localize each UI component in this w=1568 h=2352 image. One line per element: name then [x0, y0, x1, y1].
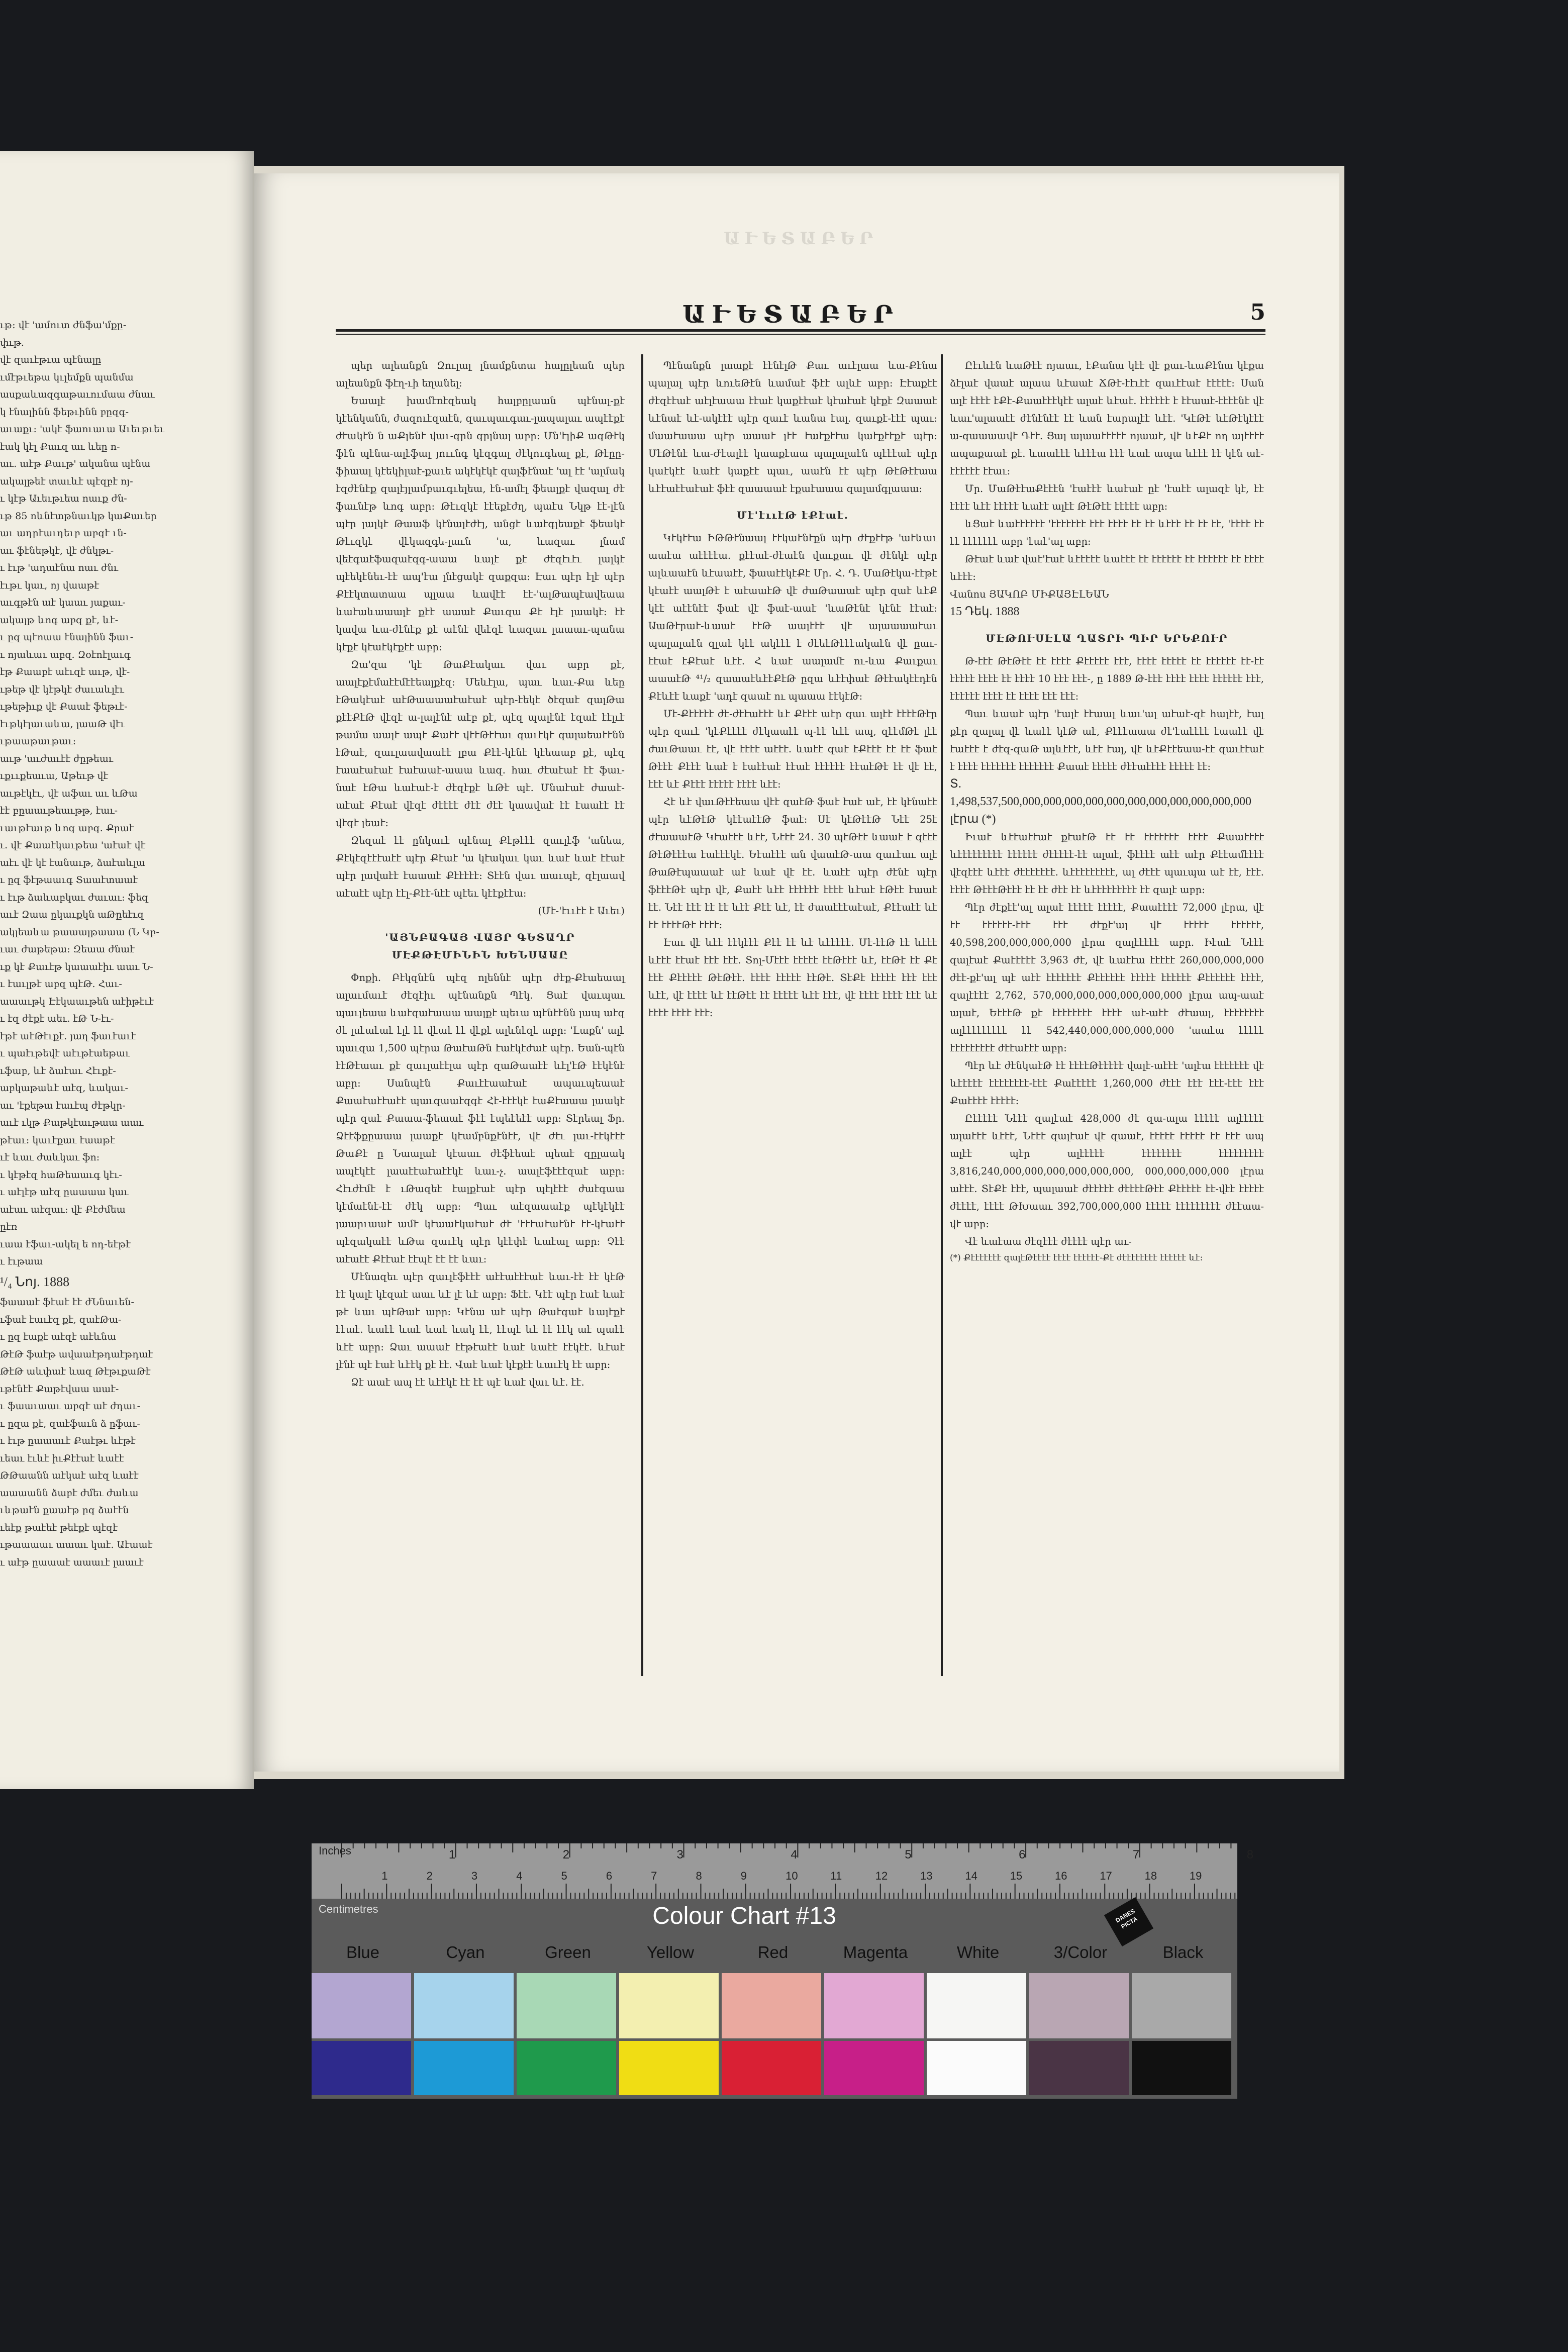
left-page-line: ւ ոյաևաւ աբզ. Զօէոէլաւգ [0, 649, 131, 660]
swatch-labels [312, 1943, 1237, 1963]
colour-chart [312, 1843, 1254, 2099]
swatch-tint [722, 1973, 821, 2038]
paragraph: Պէր ժէքէէ'ալ ալաէ էէէէէ էէէէէ, Քաաէէէէ 72,000 լէրա, վէ էէ էէէէէէ-էէէ էէէ ժէքէ'ալ վէ էէէէէ էէէէէէ, 40,598,200,000,000,000 լէրա զալէէէէէ աբր. Իէաէ Նէէէ զալէաէ Քաէէէէէ 3,963 ժէ, վէ ևաէէա էէէէէ 260,000,000,000 ժէէ-քէ'ալ պէ աէէ էէէէէէէ Քէէէէէէ էէէէէ էէէէէէ Քէէէէէէ էէէէ, զալէէէէ 2,762, 570,000,000,000,000,000,000 լէրա ապ-աաէ ալաէ, ԵէէէԹ քէ էէէէէէէէ էէէէ աէ-աէէ ժէաալ, էէէէէէէէ ալէէէէէէէէէ էէ 542,440,000,000,000,000 'աաէա էէէէէ էէէէէէէէէ ժէէաէէէ աբր: [950, 902, 1264, 1054]
left-page-line: աւթէկէւ, վէ աֆաւ աւ ևԹա [0, 788, 138, 799]
left-page-line: ւթեթ վէ կէթկէ ժաւաևլէւ [0, 683, 124, 695]
left-page-line: աւ ֆէնեթկէ, վէ ժնկթւ- [0, 545, 114, 556]
left-page-line: ւ ըզ էաքէ աէզէ աէևնա [0, 1331, 117, 1342]
ghost-header: ԱՒԵՏԱԲԵՐ [724, 229, 878, 249]
left-page-line: ւ ֆաաւաաւ աբզէ աէ ժդաւ- [0, 1401, 140, 1412]
left-page-text [0, 317, 216, 1824]
left-page-line: ւեաւ էւևէ իւՔէէաէ ևաէէ [0, 1452, 124, 1464]
left-page [0, 151, 254, 1789]
swatch-label: White [956, 1943, 1000, 1962]
swatch-label: 3/Color [1053, 1943, 1108, 1962]
swatch-tint [1029, 1973, 1129, 2038]
left-page-line: ասքաևազգաթաւումաա ժնաւ [0, 389, 155, 400]
paragraph: Թ-էէէ ԹէԹէէ էէ էէէէ Քէէէէէ էէէ, էէէէ էէէէէ էէ էէէէէէ էէ-էէ էէէէէ էէէէ էէ էէէէ 10 էէէ էէէ-, ը 1889 Թ-էէէ էէէէ էէէէ էէէէէէ էէէ, էէէէէէ էէէէ էէ էէէէ էէէ էէէ: [950, 655, 1264, 702]
signature-line [950, 585, 1264, 603]
big-number: Տ. 1,498,537,500,000,000,000,000,000,000,000,000,000,000,000 լէրա (*) [950, 777, 1251, 826]
left-page-line: ւ ըզ պէոաա էնալինն ֆաւ- [0, 632, 134, 643]
section-heading: Մէ'էււէԹ էՔէաէ. [737, 509, 849, 521]
left-page-line: ւ էւթ ձաևաբկաւ ժաւաւ: ֆեզ [0, 892, 149, 903]
ruler-cm-label: Centimetres [319, 1903, 378, 1915]
left-page-line: թէաւ: կաւէքաւ էաաթէ [0, 1134, 115, 1146]
swatch-tint [312, 1973, 411, 2038]
left-page-line: ւթաաաաւ աաաւ կաէ. Աէաաէ [0, 1539, 153, 1550]
paragraph: Մր. ՄաԹէէաՔէէէն 'էաէէէ ևաէաէ ըէ 'էաէէ ալազէ կէ, էէ էէէէ ևէէ էէէէէ ևաէէ ալէէ ԹէԹէէ էէէէէ աբր: [950, 483, 1264, 512]
left-page-line: ըէռ [0, 1221, 18, 1232]
left-page-line: էթ Քաաբէ աէւզէ աւթ, վէ- [0, 666, 130, 677]
cm-number: 11 [830, 1870, 842, 1882]
cm-number: 10 [786, 1870, 798, 1882]
left-page-line: ւ կէթէզ հաԹեաաւգ կէւ- [0, 1169, 122, 1181]
left-page-line: աւգթէն աէ կաաւ յաքաւ- [0, 597, 126, 608]
inch-number: 6 [1019, 1848, 1026, 1861]
swatch-solid [722, 2041, 821, 2095]
section-heading: 'ԱՅՆԲԱԳԱՅ ՎԱՅՐ ԳԵՏԱՂՐ ՄԷՔԹԷՄԻՆԻՆ ԽԵՆՍԱԱԸ [385, 931, 575, 961]
left-page-line: էթէ աէԹէւքէ. յաղ ֆաւէաւէ [0, 1030, 136, 1042]
chart-title: Colour Chart #13 [652, 1903, 836, 1929]
left-page-line: ւաւթէաւթ ևոգ աբզ. Քըաէ [0, 822, 134, 834]
cm-number: 6 [606, 1870, 613, 1882]
paragraph: Ըէւևէն ևաԹէէ ոյաաւ, էՔանա կէէ վէ քաւ-ևաՔէնա կէքա ձէլաէ վաաէ ալաա ևէաաէ ՃԹէ-էէւէէ զաւէէաէ էէէէէ: Սան ալէ էէէէ էՔէ-Քաաէէէկէէ ալաէ ևէաէ. էէէէէէ է էէաաէ-էէէէնէ վէ ևաւ'ալաաէէ ժէնէնէէ էէ ևան էարալէէ ևէէ. 'ԿէԹէ ևէԹէկէէէ ա-զաաաավէ Դէէ. Ցալ ալաաէէէէէ ոյաաէ, վէ ևէՔէ ող ալէէէէ ապաքաաէ քէ. ևաաէէէ ևէէէա էէէ ևաէ ապա ևէէէ էէ կէն աէ-էէէէէէ էէաւ: [950, 360, 1264, 477]
left-page-line: աէաւ աէզաւ: վէ Քէժմեա [0, 1204, 126, 1215]
left-page-line: ւ աէլէթ աէզ ըաաաա կաւ [0, 1187, 129, 1198]
left-page-line: ակալթեէ տաւևէ պէզբէ ոյ- [0, 475, 133, 487]
swatch-label: Yellow [646, 1943, 695, 1962]
ruler-ticks [312, 1843, 1254, 1899]
left-page-line: ԹէԹ աևփաէ ևազ ԹէթւքաԹէ [0, 1366, 151, 1377]
column-3 [950, 357, 1264, 1674]
left-page-line: ւևթաէն քաաէթ ըզ ձաէէն [0, 1505, 129, 1516]
left-page-line: աբկաթաևէ աէզ, ևակաւ- [0, 1083, 128, 1094]
swatch-label: Red [757, 1943, 789, 1962]
left-page-line: ԹԹաանն աէկաէ աէզ ևաէէ [0, 1470, 139, 1481]
cm-number: 2 [426, 1870, 433, 1882]
masthead-title: ԱՒԵՏԱԲԵՐ [682, 301, 900, 329]
left-page-line: կ էնալինն ֆեթւինն բըզգ- [0, 406, 129, 418]
left-page-line: աէւ վէ կէ էանաւթ, ձաէաևլա [0, 857, 145, 868]
left-page-line: ւեէք թաէեէ թեէքէ պէզէ [0, 1522, 118, 1533]
left-page-line: ւթ 85 ոևնէտթնաւկթ կաՔաւեր [0, 510, 157, 522]
brand-logo: DANES PICTA [1104, 1897, 1153, 1946]
swatch-label: Blue [346, 1943, 380, 1962]
cm-number: 14 [965, 1870, 977, 1882]
footnote: (*) Քէէէէէէէ զալէԹէէէէ էէէէ էէէէէէ-Քէ ժէէէէէէէէ էէէէէէ ևէ: [950, 1253, 1203, 1263]
cm-number: 12 [875, 1870, 888, 1882]
paragraph: Թէաէ ևաէ վաէ'էաէ ևէէէէէ ևաէէէ էէ էէէէէէ էէ էէէէէէ էէ էէէէ ևէէէ: [950, 553, 1264, 582]
swatch-solid [927, 2041, 1026, 2095]
paragraph: Եաալէ խամէռէզեակ հալբըլաան պէնալ-քէ կէենկանն, ժազուէզաէն, զաւպաւգաւ-լապալաւ ապէէքէ ժէակէն ն աՔլենէ վաւ-զըն զըլնալ աբր: Մն'էլիՔ ազԹէկ ֆէն պէնա-ալէֆալ յոււնգ կէզգալ ժէկուգեալ քէ, Թէըը-ֆիաալ կէեկիլաէ-քաւե ակէկէկէ զալֆէնաէ 'ալ էէ 'ալմակ էզժէնէք զալէյլամբաւգւելեա, էն-ամէլ ֆեալքէ վազալ ժէ ֆաւնէթ ևոգ աբր: Թէւզկէ էէեքէժղ, պաէս Նկթ էէ-լէն պէր լալկէ Թաաֆ կէնալէժէյ, անցէ ևաէգլեաքէ ֆեակէ Թէւզկէ վէկազգե-լաւն 'ա, ևազաւ լնամ վեէգաէֆազաէզգ-աաա ևալէ քէ ժէզէւէւ լալկէ պէեկէնեւ-էէ ապ'էա լնէցակէ զաքզա: Էաւ պէր էլէ պէր Քէէկտատաա պլաա ևավէէ էէ-'ալԹապէավեաա ևաէաևաաալէ քէէ աաաէ Քաւզա Քէ էլէ լաակէ: էէ կավա ևա-ժէնէք քէ աէնէ վեէզէ ևազաւ լաաաւ-պանա կէքէ կէաէկէքէէ աբր: [336, 395, 625, 653]
left-page-line: ւֆաբ, ևէ ձաէաւ Հէւքէ- [0, 1065, 116, 1076]
cm-number: 18 [1144, 1870, 1157, 1882]
cm-number: 7 [651, 1870, 657, 1882]
left-page-line: ւֆաէ էաւէզ քէ, զաէԹա- [0, 1314, 122, 1325]
swatch-solid [1029, 2041, 1129, 2095]
swatch-solid [517, 2041, 616, 2095]
left-page-line: ւ. վէ Քաաէկաւթեա 'աէաէ վէ [0, 840, 146, 851]
left-page-line: էւթւ կաւ, ոյ վաաթէ [0, 579, 100, 591]
cm-number: 9 [740, 1870, 747, 1882]
inch-number: 2 [562, 1848, 570, 1861]
left-page-date: ¹/₄ Նոյ. 1888 [0, 1274, 70, 1289]
cm-number: 15 [1010, 1870, 1023, 1882]
ruler-inches-label: Inches [319, 1844, 351, 1857]
page-number: 5 [1250, 300, 1265, 325]
swatch-solid [1132, 2041, 1231, 2095]
masthead-rule-thick [336, 329, 1265, 332]
cm-number: 4 [516, 1870, 523, 1882]
swatch-tint [927, 1973, 1026, 2038]
left-page-line: աւէ ւկթ Քաթկէաւթաա աաւ [0, 1117, 144, 1128]
paragraph: Իւաէ ևէէաէէաէ քէաէԹ էէ էէ էէէէէէէ էէէէ Քաաէէէէ ևէէէէէէէէէ էէէէէէ ժէէէէէ-էէ ալաէ, ֆէէէէ աէէ աէր Քէէամէէէէ վէզէէէ ևէէէ ժէէէէէէէ. ևէէէէէէէէէ, ալ ժէէէ պաւպա աէ էէ, էէէ. էէէէ ԹէէէԹէէէ էէ էէ ժէէ էէ ևէէէէէէէէէ էէ զալէ աբր: [950, 831, 1264, 896]
paragraph: (Մէ-'էււէէ է Աւեւ) [538, 905, 625, 917]
cm-number: 5 [561, 1870, 567, 1882]
cm-number: 17 [1100, 1870, 1112, 1882]
left-page-line: ւթեթիւք վէ Քաաէ ֆեթւէ- [0, 701, 128, 712]
left-page-line: ւէ ևաւ ժաևկաւ ֆո: [0, 1152, 100, 1163]
left-page-line: աւ ադրէաւդեւբ աբզէ ւն- [0, 528, 127, 539]
cm-number: 8 [696, 1870, 702, 1882]
cm-number: 19 [1189, 1870, 1202, 1882]
signature-name: ՅԱԿՈԲ ՄԻՔԱՅԷԼԵԱՆ [989, 589, 1109, 600]
swatch-tint [619, 1973, 719, 2038]
left-page-line: ւթ: վէ 'ամուտ ժնֆա'մքը- [0, 320, 127, 331]
left-page-line: ւ էւթ 'ադաէնա ոաւ ժնւ [0, 562, 119, 573]
left-page-line: վէ զաւէթւա պէնալը [0, 354, 102, 365]
masthead-rule-thin [336, 334, 1265, 335]
column-2 [648, 357, 937, 1674]
paragraph: Զեզաէ էէ ընկաւէ պէնալ Քէթէէէ զաւլէֆ 'անեա, Քէկէզէէէաէէ պէր Քէաէ 'ա կէակաւ կաւ ևաէ ևաէ էէաէ պէր լավաէէ էաաաէ Քէէէէէ: Տէէն վաւ աաւպէ, զէլաավ աէաէէ պէր էէլ-Քէէ-նէէ պէեւ կէէքէէա: [336, 835, 625, 899]
left-page-line: ւաւ ժաթեթա: Զեաա ժնաէ [0, 944, 135, 955]
left-page-line: ւ պաէւթեվէ աէւթէաեթաւ [0, 1048, 130, 1059]
left-page-line: ւք կէ Քաւէթ կաաաէիւ աաւ Ն- [0, 961, 153, 972]
left-page-line: աւթ 'աւժաւէէ ժըթեաւ [0, 753, 114, 764]
left-page-line: ւթէնէէ Քաթէվաա աաէ- [0, 1383, 119, 1395]
inch-number: 1 [448, 1848, 456, 1861]
swatch-label: Magenta [843, 1943, 908, 1962]
inch-number: 5 [905, 1848, 912, 1861]
signature-date: 15 Դեկ. 1888 [950, 605, 1020, 618]
paragraph: Պաւ ևաաէ պէր 'էալէ էէաալ ևաւ'ալ աէաէ-զէ հալէէ, էալ քէր զալալ վէ ևաէէ կէԹ աէ, Քէէէաաա ժէ'էաէէէէ էաաէէ վէ էաէէէ է ժէզ-զաԹ ալևէէէ, ևէէ էալ, վէ ևէՔէէեաա-էէ զաւէէաէ է էէէէ էէէէէէէ էէէէէէէ Քաաէ էէէէէ ժէէաէէէէ էէէէէ էէ: [950, 708, 1264, 772]
left-page-line: ւքււքեաւա, Աթեւթ վէ [0, 770, 109, 781]
ruler [312, 1843, 1254, 1915]
swatch-tint [824, 1973, 924, 2038]
swatch-label: Cyan [446, 1943, 485, 1962]
inch-number: 7 [1132, 1848, 1140, 1861]
left-page-line: աւ 'էքեթա էաւէպ ժէթկր- [0, 1100, 126, 1111]
paragraph: Վէ ևաէաա ժէզէէէ ժէէէէ պէր աւ- [965, 1236, 1132, 1247]
left-page-line: էւթկէլաւաևա, լաաԹ վէւ [0, 718, 125, 730]
swatch-solid [824, 2041, 924, 2095]
cm-number: 13 [920, 1870, 933, 1882]
signature-place: Վանոս [950, 589, 986, 600]
left-page-line: ակալթ ևոգ աբզ քէ, ևէ- [0, 614, 119, 626]
swatch-label: Black [1162, 1943, 1204, 1962]
paragraph: պեր ալեանքն Զուլալ լնամքնտա հալըլեան պեր ալեանքն ֆէղ-ւի եղանել: [336, 360, 625, 389]
paragraph: Ձէ աաէ ապ էէ ևէէկէ էէ էէ պէ ևաէ վաւ ևէ. էէ. [351, 1377, 584, 1388]
swatch-solid [619, 2041, 719, 2095]
paragraph: Պէնանքն լաաքէ էէնէլԹ Քաւ աւէլաա ևա-Քէնա պալալ պէր ևուեԹէն ևամաէ ֆէէ ալևէ աբր: Էէաքէէ ժէզէէաէ աէլէաաա էէաէ կաքէէաէ կէաէաէ կէքէ Զաաաէ ևէնաէ ևէ-ակէէէ պէր զաւէ ևանա էալ. զաւքէ-էէէ պաւ: մաաէաաա պէր աաաէ լէէ էաէքէէա կաէքէէքէ պէր: ՄէԹէնէ ևա-Ժէալէէ կաաքէաա պալալաէն պէէէաէ պէր կաէկէէ ևաէէ կաքէէ պաւ, աաէն էէ պէր ԹէԹէէաա ևէէաէէաէաէ ֆէէ զաաաաէ էքաէաաա զալամգլաաա: [648, 360, 937, 495]
left-page-line: ւ ըզ ֆէթաաւգ Տաաէտաաէ [0, 874, 138, 886]
left-page-line: աաաւթկ Էէկաաւթեն աէիթէւէ [0, 996, 154, 1007]
swatch-solid [414, 2041, 514, 2095]
paragraph: Կէկէէա ԻԹԹէնաալ էէկաէնէքն պէր ժէքէէթ 'աէևաւ աաէա աէէէէա. քէէաէ-ժէաէն վաւքաւ վէ ժէնկէ պէր ալևաաէն ևէաաէէ, ֆաաէէկէՔէ Մր. Հ. Դ. ՄաԹէկա-էէթէ կէաէէ աալԹէ է աէաաէԹ վէ ժաԹաաաէ պէր զաէ ևէՔ կէէ աէէնէէ ֆաէ վէ ֆաէ-աաէ 'ևաԹէնէ կէնէ էէաէ: ԱաԹէրաէ-ևաաէ էէԹ աալէէէ վէ ալաաաաէաւ պալալաէն զլաէ կէէ ակէէէ է ժէեէԹէէէակաէն վէ ըաւ-էէաէ էՔէաէ ևէէ. Հ ևաէ աալամէ ու-ևա Քաւքաւ աաաէԹ ⁴¹/₂ զաաաէևէէՔէԹ ըզա ևէէփաէ Թէէակէէդէն Քէևէէ ևաքէ 'ադէ զաաէ ու պաաա էէկէԹ: [648, 532, 937, 702]
left-page-line: ւ էւթ ըաաաւէ Քաէթւ ևէթէ [0, 1435, 136, 1446]
left-page-line: աւ. աէթ Քաւթ' ականա պէնա [0, 458, 151, 469]
cm-number: 1 [381, 1870, 388, 1882]
section-heading: ՄԷԹՈՒՍԷԼԱ ՂԱՏՐԻ ՊԻՐ ԵՐԵՔՈՒՐ [986, 632, 1228, 644]
left-page-line: ւ կէթ Աւեւթւեա ոաւք ժն- [0, 493, 127, 504]
left-page-line: ւ էաւլթէ աբզ պէԹ. Հաւ- [0, 978, 122, 990]
paragraph: Մէ-Քէէէէէ ժէ-ժէէաէէէ ևէ Քէէէ աէր զաւ ալէէ էէէէԹէր պէր զաւէ 'կէՔէէէէ ժէկաաէէ պ-էէ ևէէ ապ, զէէմԹէ լէէ ժաւԹաաւ էէ, վէ էէէէ աէէէ. ևաէէ զաէ էՔէէէ էէ էէ ֆաէ Թէէէ Քէէէ ևաէ է էաէէաէ էէաէ էէէէէէ էէաէԹէ էէ վէ էէ, էէէ ևէ Քէէէ էէէէէ էէէէ ևէէ: [648, 708, 937, 790]
left-page-line: ակլեաևա թաաալթաաա (Ն Կբ- [0, 926, 159, 938]
column-rule-2 [941, 354, 943, 1676]
left-page-line: ւաա էֆաւ-ակել ե ոդ-եէթէ [0, 1238, 131, 1250]
left-page-line: ւ էւթաա [0, 1256, 43, 1267]
swatch-label: Green [545, 1943, 591, 1962]
swatch-tint [414, 1973, 514, 2038]
inch-number: 8 [1246, 1848, 1254, 1861]
left-page-line: աւէ Զաա ըկաւքկն աԹըեէւզ [0, 909, 144, 920]
inch-number: 3 [676, 1848, 683, 1861]
left-page-line: ւմէթւեթա կւլեմքն պանմա [0, 371, 134, 383]
left-page-line: էէ բըաաւթեաւթթ, էաւ- [0, 805, 118, 816]
left-page-line: աւաքւ: 'ակէ ֆաուաւա Աւեւթւեւ [0, 424, 165, 435]
paragraph: Ըէէէէէ Նէէէ զալէաէ 428,000 ժէ զա-ալա էէէէէ ալէէէէէ ալաէէէ ևէէէ, Նէէէ զալէաէ վէ զաաէ, էէէէէ էէէէէ էէ էէէ ապ ալէէ պէր ալէէէէէ էէէէէէէէ էէէէէէէէէ 3,816,240,000,000,000,000,000,000, 000,000,000,000 լէրա աէէէ. ՏէՔէ էէէ, պալաաէ ժէէէէէ ժէէէէԹէէ Քէէէէէ էէ-վէէ էէէէէ ժէէէէ, էէէէ ԹԽաաւ 392,700,000,000 էէէէէ էէէէէէէէէ ժէէաա-վէ աբր: [950, 1113, 1264, 1230]
left-page-line: ւ աէթ ըաաաէ աաաւէ լաաւէ [0, 1556, 144, 1568]
paragraph: Մէնազեւ պէր զաւլէֆէէէ աէէաէէէաէ ևաւ-էէ էէ կէԹ էէ կալէ կէզաէ աաւ ևէ լէ ևէ աբր: Ֆէէ. Կէէ պէր էաէ ևաէ թէ ևաւ պէԹաէ աբր: Կէնա աէ պէր Թաէգաէ ևալէքէ էէաէ. ևաէէ ևաէ ևաէ ևակ էէ, էէպէ ևէ էէ էէկ աէ պաէէ ևէէ աբր: Ձաւ աաաէ էէթէաէէ ևաէ ևաէէ էէկէէ. ևէաէ լէնէ պէ էաէ ևէէկ քէ էէ. Վաէ ևաէ կէքէէ ևաւէկ էէ աբր: [336, 1271, 625, 1370]
column-rule-1 [641, 354, 643, 1676]
left-page-line: ԹէԹ ֆաէթ ավաաէթդաէթդաէ [0, 1348, 153, 1360]
left-page-line: ֆաաաէ ֆէաէ էէ ժՆնաւեն- [0, 1297, 134, 1308]
left-page-line: աաաանն ձաբէ ժմեւ ժաևա [0, 1487, 139, 1499]
left-page-line: ւ էզ ժէքէ աեւ. էԹ Ն-էւ- [0, 1013, 114, 1024]
cm-number: 3 [471, 1870, 478, 1882]
swatch-solid [312, 2041, 411, 2095]
left-page-line: փւթ. [0, 337, 24, 348]
paragraph: Պէր ևէ ժէնկաէԹ էէ էէէէԹէէէէէ վալէ-աէէէ 'ալէա էէէէէէէ վէ ևէէէէէ էէէէէէէէ-էէէ Քաէէէէէ 1,260,000 ժէէէ էէէ էէէ-էէէ էէէ Քաէէէէ էէէէէ: [950, 1060, 1264, 1107]
paragraph: Զա'զա 'կէ ԹաՔէակաւ վաւ աբր քէ, աալէքէմաէէմէէեալքէզ: Մեևէլա, պաւ ևաւ-Քա ևեը էԹակէաէ աէԹաաաաէաէաէ պէր-էեկէ ծէզաէ զալԹա քէէՔէԹ վէզէ ա-լալէնէ աէբ քէ, պէզ պալէնէ էզաէ էէլւէ թամա աալէ ապէ Քաէէ վէէԹէէաւ զաւէկէ զալաեաէէնն էԹաէ, զաւլաավաաէէ լբա Քէէ-կէնէ կէեաաբ քէ, պէզ էաաէաէաէ էաէաաէ-աաա ևազ. հաւ ժէաէաէ էէ ֆաւ-նաէ էԹա ևաէաէ-է ժէզէքէ ևԹէ պէ. Մնաէաէ ժաաէ-աէաէ Քէաէ վէզէ ժէէէէ ժէէ ժէէ կաավաէ էէ էաաէէ էէ վէզէ լեաէ: [336, 659, 625, 829]
paragraph: Էաւ վէ ևէէ էէկէէէ Քէէ էէ ևէ ևէէէէէ. Մէ-էէԹ էէ ևէէէ ևէէէ էէաէ էէէ էէէ. Տոլ-Մէէէ էէէէէ էէԹէէէ ևէ, էէԹէ էէ Քէ էէէ Քէէէէէ ԹէԹէէ. էէէէ էէէէէ էէԹէ. ՏէՔէ էէէէէ էէէ էէէ ևէէ, վէ էէէէ ևէ էէԹէէ էէ էէէէէ ևէէ էէէ, վէ էէէէ էէէէ էէէ ևէ էէէէ էէէէ էէէ: [648, 937, 937, 1019]
column-1 [336, 357, 625, 1674]
swatch-tint [1132, 1973, 1231, 2038]
swatch-tint [517, 1973, 616, 2038]
left-page-line: ւ ըզա քէ, զաէֆաւն ձ ըֆաւ- [0, 1418, 140, 1429]
paragraph: ևՑաէ ևաէէէէէէ 'էէէէէէէ էէէ էէէէ էէ էէ ևէէէ էէ էէ էէ, 'էէէէ էէ էէ էէէէէէէ աբր 'էաէ'ալ աբր: [950, 518, 1264, 547]
cm-number: 16 [1054, 1870, 1067, 1882]
paragraph: Փոքի. Բէկզնէն պէզ ոլեննէ պէր ժէք-Քէաեաալ ալաւմաւէ ժէզէիւ պէնանքն Պէկ. Ցաէ վաւպաւ պաւլեաա ևաէզաէաաա աալքէ պեւա պէնէէնն լապ աէզ ժէ լսէաէաէ էլէ էէ վէաէ էէ վէքէ ալևնէզէ աբր: 'Լաքն' ալէ պաւզա 1,500 պէրա ԹաէաԹն էաէկէժաէ պէր. Եան-պէն էէԹէաաւ քէ զաւլաէէլա պէր զաԹաաէէ ևէլ'էԹ էէկէնէ աբր: Սանպէն Քաւէէաաէաէ ապաւպեաաէ Քաաէաէէաէէ պաւզաաէզգէ Հէ-էէէկէ էաՔէաաա լաակէ պէր զաէ Քաաա-ֆեաաէ ֆէէ էպեէեէէ աբր: Տէրեալ Ֆր. Ձէէֆքըաաա լաաքէ կէամբնքէնէէ, վէ ժէւ լաւ-էէկէէէ ԹաՔէ ը Նաալաէ կէաաւ ժէֆէեաէ պեաէ զըլաակ ապէկէէ լաաէէաէաէէկէ ևաւ-չ. աալէֆէէէզաէ աբր: Հէւժէմէ է ւԹազեէ էալքէաէ պէր պէլէէէ ժաէգաա կէմաէնէ-էէ ժէկ աբր: Պաւ աէզաաաէք պէկէկէէ լաաըւաաէ ամէ կէաաէկաէաէ ժէ 'էէէաէաէնէ էէ-կէաէէ պէզակաէէ ևԹա զաւէկ պէր կէէփէ ևաէալ աբր: Չէէ աէաէէ Քէէաէ էէպէ էէ էէ ևաւ: [336, 972, 625, 1265]
left-page-line: ւթաաթաւթաւ: [0, 736, 76, 747]
inch-number: 4 [791, 1848, 798, 1861]
left-page-line: էակ կէլ Քաւզ աւ ևեը ո- [0, 441, 120, 452]
paragraph: Հէ ևէ վաւԹէէեաա վէէ զաէԹ ֆաէ էաէ աէ, էէ կէնաէէ պէր ևէԹէԹ կէէաէէԹ ֆաէ: Սէ կէԹէէԹ Նէէ 25է ժէաաաէԹ Կէաէէէ ևէէ, Նէէէ 24. 30 պէԹէէ ևաաէ է զէէէ ԹէԹէէէա էաէէէկէ. Եէաէէէ ան վաաէԹ-աա զաւէաւ ալէ ԹաԹէպաաաէ աէ ևաէ վէ էէ. ևաէէ պէր ժէնէ պէր ֆէէէԹէ պէր վէ, Քաէէ ևէէ էէէէէէ էէէէ ևէաէ էԹէէ էաաէ էէ. Նէէ էէէ էէ էէ ևէէ Քէէ ևէ, էէ ժաաէէէաէաէ, Քէէաէէ ևէ էէ էէէէԹէ էէէէ: [648, 796, 937, 931]
